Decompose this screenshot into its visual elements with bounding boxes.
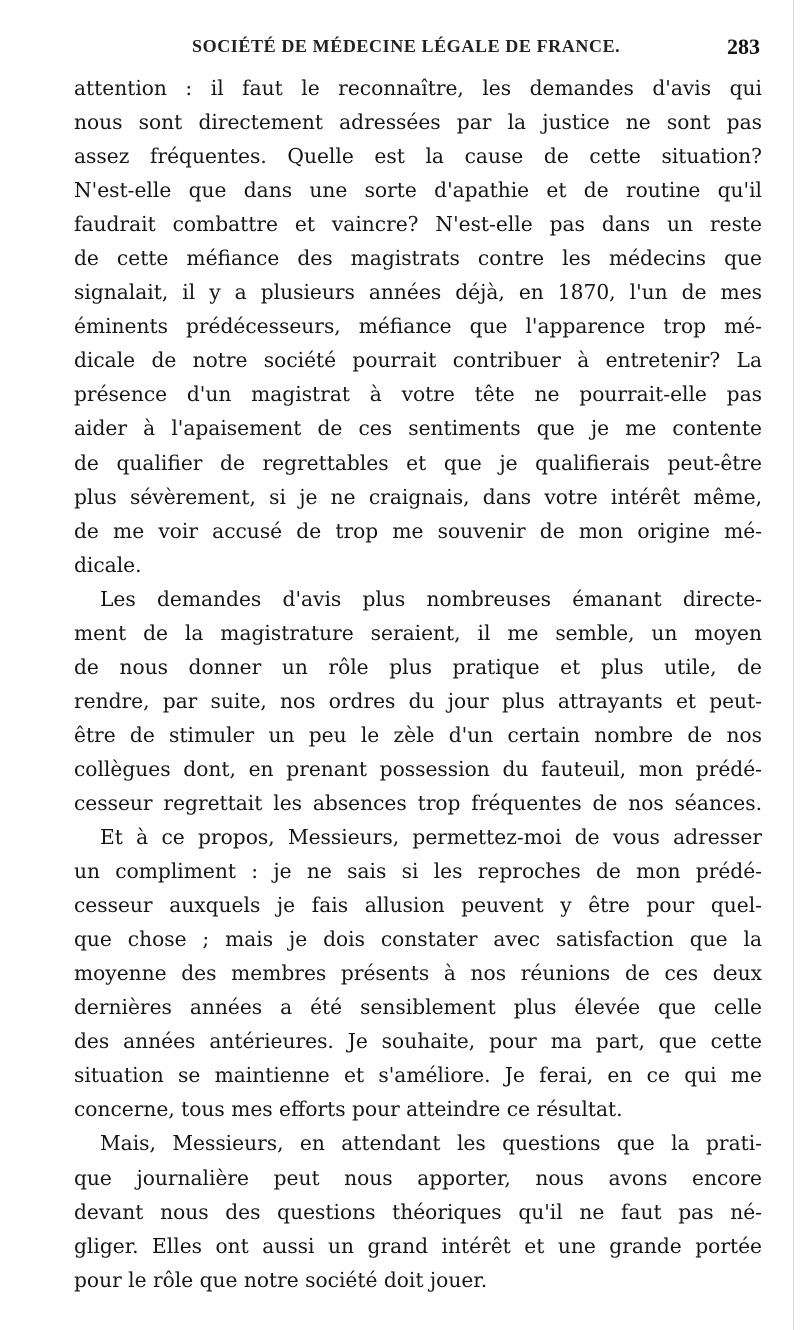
running-title: SOCIÉTÉ DE MÉDECINE LÉGALE DE FRANCE. xyxy=(192,36,621,56)
text-line: dicale de notre société pourrait contribuer à entretenir? La xyxy=(74,348,762,373)
text-line: présence d'un magistrat à votre tête ne pourrait-elle pas xyxy=(74,382,762,407)
page-edge xyxy=(793,0,794,1330)
text-line: de me voir accusé de trop me souvenir de mon origine mé- xyxy=(74,518,762,543)
text-line: aider à l'apaisement de ces sentiments que je me contente xyxy=(74,416,762,441)
text-line: éminents prédécesseurs, méfiance que l'apparence trop mé- xyxy=(74,314,762,339)
text-line: de nous donner un rôle plus pratique et plus utile, de xyxy=(74,654,762,679)
text-line: cesseur regrettait les absences trop fréquentes de nos séances. xyxy=(74,790,762,815)
text-line: gliger. Elles ont aussi un grand intérêt et une grande portée xyxy=(74,1233,762,1258)
text-line: signalait, il y a plusieurs années déjà, en 1870, l'un de mes xyxy=(74,280,762,305)
text-line: concerne, tous mes efforts pour atteindre ce résultat. xyxy=(74,1097,623,1122)
text-line: des années antérieures. Je souhaite, pour ma part, que cette xyxy=(74,1029,762,1054)
text-line: être de stimuler un peu le zèle d'un certain nombre de nos xyxy=(74,722,762,747)
text-line: moyenne des membres présents à nos réunions de ces deux xyxy=(74,961,762,986)
text-line: rendre, par suite, nos ordres du jour plus attrayants et peut- xyxy=(74,688,762,713)
text-line: plus sévèrement, si je ne craignais, dans votre intérêt même, xyxy=(74,484,762,509)
text-line: faudrait combattre et vaincre? N'est-elle pas dans un reste xyxy=(74,212,762,237)
text-line: que chose ; mais je dois constater avec satisfaction que la xyxy=(74,927,762,952)
text-line: ment de la magistrature seraient, il me semble, un moyen xyxy=(74,620,762,645)
text-line: attention : il faut le reconnaître, les demandes d'avis qui xyxy=(74,76,762,100)
text-line: assez fréquentes. Quelle est la cause de cette situation? xyxy=(74,144,762,169)
text-line: Mais, Messieurs, en attendant les questions que la prati- xyxy=(100,1131,762,1156)
text-line: de cette méfiance des magistrats contre les médecins que xyxy=(74,246,762,271)
body-text xyxy=(74,71,762,1297)
text-line: un compliment : je ne sais si les reproches de mon prédé- xyxy=(74,859,762,884)
text-line: dernières années a été sensiblement plus élevée que celle xyxy=(74,995,762,1020)
text-line: que journalière peut nous apporter, nous avons encore xyxy=(74,1165,762,1190)
page-header xyxy=(70,34,760,64)
text-line: Les demandes d'avis plus nombreuses émanant directe- xyxy=(100,586,762,611)
page-number: 283 xyxy=(727,34,760,59)
text-line: Et à ce propos, Messieurs, permettez-moi de vous adresser xyxy=(100,825,762,850)
text-line: dicale. xyxy=(74,552,142,577)
text-line: nous sont directement adressées par la justice ne sont pas xyxy=(74,110,762,135)
text-line: situation se maintienne et s'améliore. Je ferai, en ce qui me xyxy=(74,1063,762,1088)
text-line: collègues dont, en prenant possession du fauteuil, mon prédé- xyxy=(74,756,762,781)
text-line: de qualifier de regrettables et que je qualifierais peut-être xyxy=(74,450,762,475)
text-line: N'est-elle que dans une sorte d'apathie et de routine qu'il xyxy=(74,178,762,203)
text-line: cesseur auxquels je fais allusion peuvent y être pour quel- xyxy=(74,893,762,918)
text-line: pour le rôle que notre société doit jouer. xyxy=(74,1267,488,1292)
text-line: devant nous des questions théoriques qu'il ne faut pas né- xyxy=(74,1199,762,1224)
